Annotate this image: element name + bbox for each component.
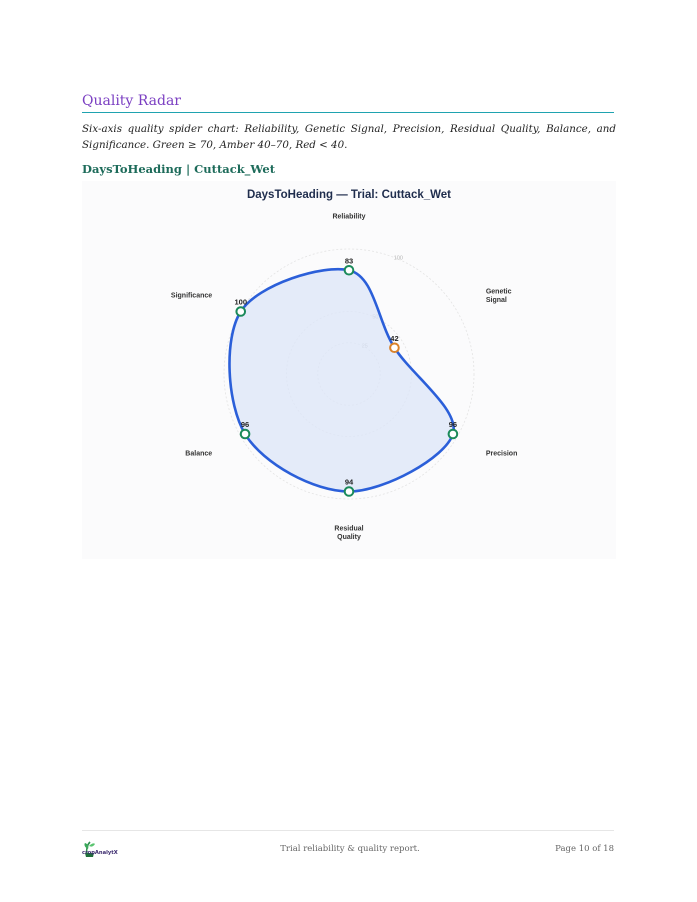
radial-tick-label: 100 — [393, 255, 403, 262]
radar-chart-figure — [82, 181, 616, 559]
axis-label: Balance — [185, 450, 213, 458]
footer-report-title: Trial reliability & quality report. — [280, 844, 420, 854]
section-description: Six-axis quality spider chart: Reliability, Genetic Signal, Precision, Residual Quality, Balance, and Significance. Green ≥ 70, Amber 40–70, Red < 40. — [82, 123, 616, 151]
footer-divider — [82, 830, 614, 831]
axis-label: Residual Quality — [334, 525, 364, 541]
section-divider — [82, 112, 614, 113]
value-label: 42 — [390, 333, 399, 343]
axis-label: Genetic Signal — [485, 288, 512, 304]
value-label: 100 — [234, 297, 248, 307]
chart-subheading: DaysToHeading | Cuttack_Wet — [82, 162, 276, 176]
section-title: Quality Radar — [82, 93, 181, 109]
axis-label: Precision — [485, 450, 518, 458]
radar-point — [449, 430, 458, 439]
radar-point — [345, 487, 354, 496]
axis-label: Reliability — [332, 213, 366, 221]
value-label: 94 — [344, 477, 354, 487]
value-label: 83 — [344, 256, 354, 266]
value-label: 96 — [448, 420, 458, 429]
radar-point — [236, 307, 245, 316]
radar-series — [229, 269, 453, 491]
page-number: Page 10 of 18 — [555, 844, 614, 854]
radar-chart — [82, 181, 616, 559]
value-label: 96 — [240, 420, 250, 429]
radar-point — [241, 430, 250, 439]
brand-logo — [82, 839, 126, 859]
chart-title: DaysToHeading — Trial: Cuttack_Wet — [246, 189, 452, 201]
brand-logo-text: cropAnalytX — [82, 850, 118, 856]
radar-point — [390, 343, 399, 352]
radar-point — [345, 266, 354, 275]
axis-label: Significance — [170, 292, 213, 300]
radar-series-line — [229, 269, 453, 491]
